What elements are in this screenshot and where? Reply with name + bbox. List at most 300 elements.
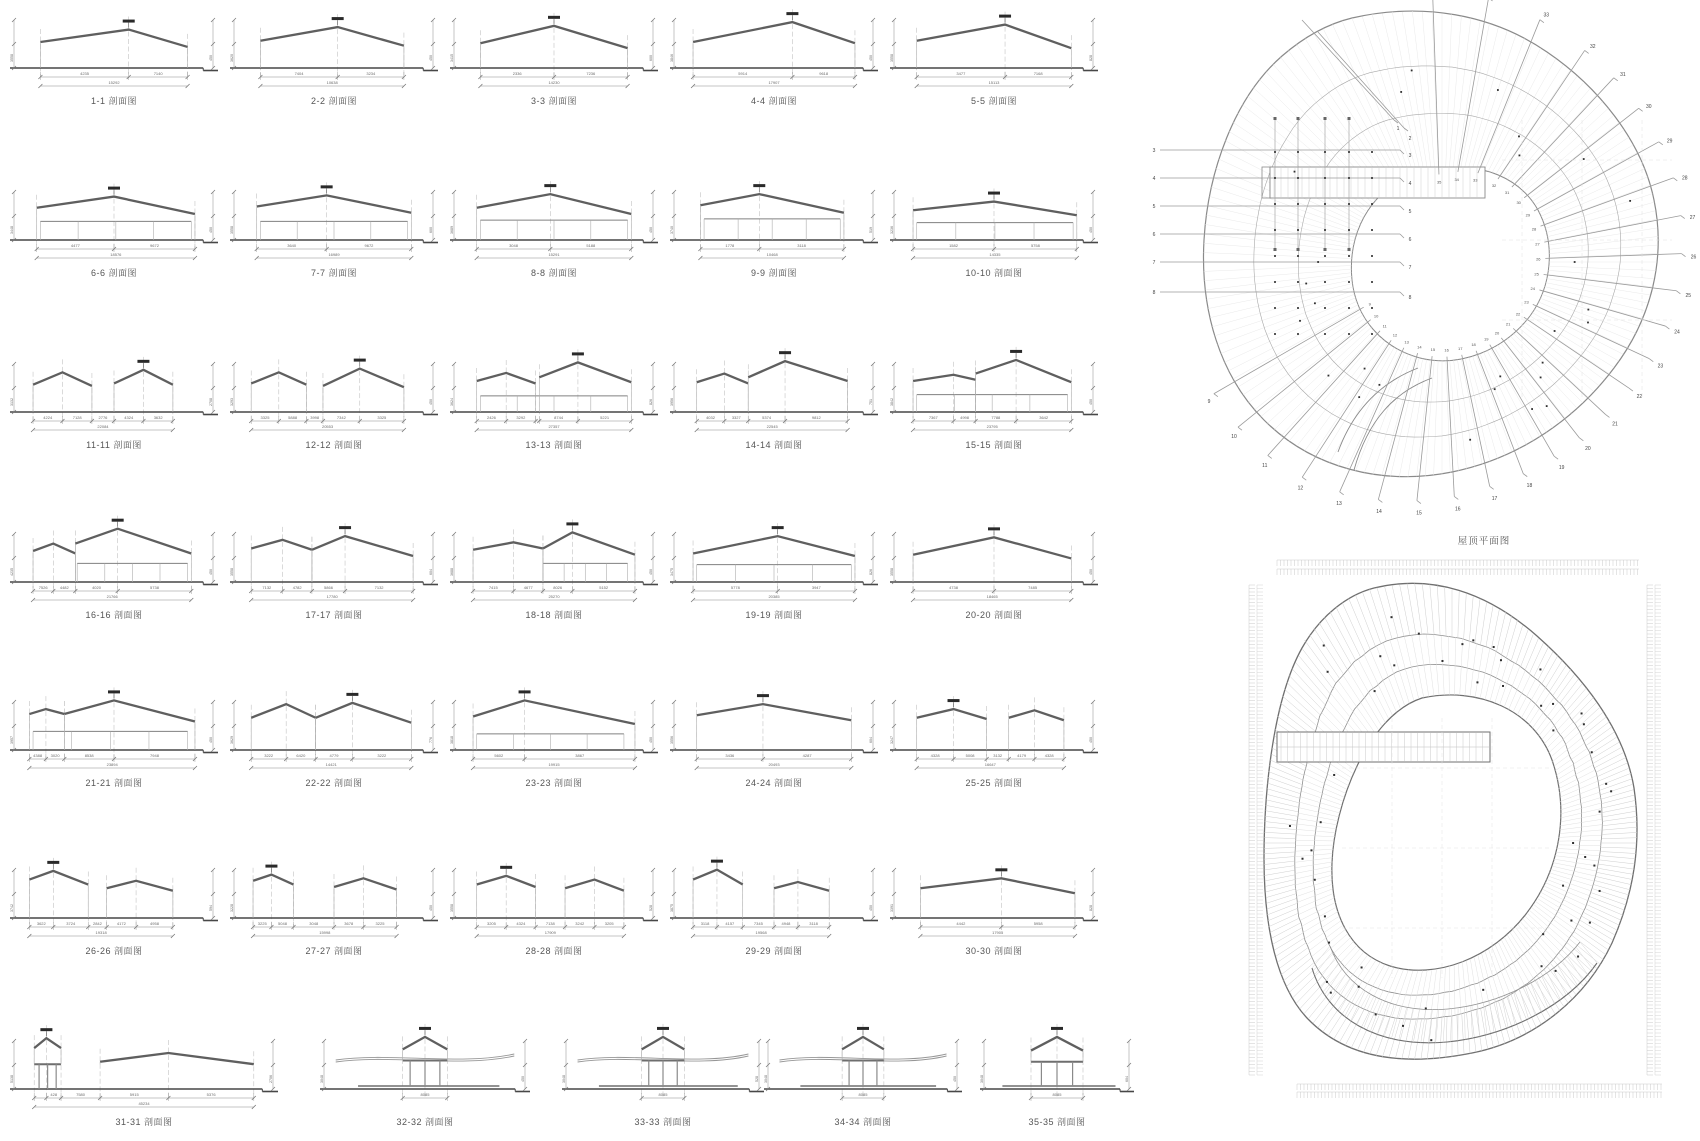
svg-text:7132: 7132 <box>374 585 384 590</box>
svg-text:7128: 7128 <box>72 415 82 420</box>
roof-profile <box>697 361 848 412</box>
vertical-dimensions <box>890 190 1095 242</box>
roof-profile <box>473 700 635 750</box>
svg-text:3118: 3118 <box>700 921 710 926</box>
svg-text:7948: 7948 <box>150 753 159 758</box>
svg-text:5602: 5602 <box>494 753 504 758</box>
svg-text:27: 27 <box>1689 214 1696 221</box>
svg-text:9: 9 <box>1207 399 1211 406</box>
svg-text:2: 2 <box>1408 136 1412 142</box>
svg-text:5888: 5888 <box>288 415 298 420</box>
svg-text:14230: 14230 <box>548 80 560 85</box>
svg-text:1778: 1778 <box>725 243 735 248</box>
vertical-dimensions <box>980 1039 1131 1091</box>
svg-text:3632: 3632 <box>153 415 163 420</box>
svg-text:3558: 3558 <box>230 568 234 576</box>
grid-lines <box>29 858 173 927</box>
svg-text:3998: 3998 <box>310 415 320 420</box>
svg-text:3622: 3622 <box>36 921 46 926</box>
dimension-lines <box>911 585 1073 602</box>
posts <box>410 1060 440 1086</box>
svg-text:528: 528 <box>755 1076 759 1082</box>
dimension-lines <box>471 585 637 602</box>
roof-profile <box>29 700 195 750</box>
ground-line <box>890 582 1098 585</box>
ridge-tag <box>566 522 578 530</box>
ridge-tag <box>857 1027 869 1035</box>
svg-text:3742: 3742 <box>10 904 14 912</box>
vertical-dimensions <box>670 362 875 414</box>
section-drawing-32 <box>318 979 532 1139</box>
vertical-dimensions <box>890 700 1095 752</box>
svg-text:3132: 3132 <box>10 398 14 406</box>
svg-text:12: 12 <box>1392 332 1398 338</box>
section-drawing-31 <box>8 979 280 1139</box>
svg-text:15: 15 <box>1430 347 1436 353</box>
svg-text:3724: 3724 <box>66 921 76 926</box>
roof-profile <box>33 529 191 582</box>
roof-profile <box>697 704 852 750</box>
ridge-tag <box>332 17 344 25</box>
svg-text:4287: 4287 <box>802 753 812 758</box>
svg-text:3477: 3477 <box>956 71 966 76</box>
svg-text:16989: 16989 <box>328 252 340 257</box>
svg-text:15292: 15292 <box>108 80 120 85</box>
svg-text:1582: 1582 <box>949 243 958 248</box>
svg-text:22545: 22545 <box>766 424 778 429</box>
svg-text:4677: 4677 <box>523 585 533 590</box>
svg-text:23: 23 <box>1524 299 1529 305</box>
svg-text:4324: 4324 <box>124 415 134 420</box>
svg-text:7168: 7168 <box>1033 71 1043 76</box>
svg-text:604: 604 <box>429 569 433 575</box>
vertical-dimensions <box>450 532 655 584</box>
ridge-tag <box>786 12 798 20</box>
dimension-lines <box>475 921 626 938</box>
dimension-lines <box>475 415 634 432</box>
section-label: 16-16 剖面图 <box>85 610 143 620</box>
ground-line <box>230 68 438 71</box>
svg-text:828: 828 <box>1089 55 1093 61</box>
ridge-tag <box>354 359 366 367</box>
svg-text:3642: 3642 <box>1039 415 1049 420</box>
roof-profile <box>260 27 404 68</box>
svg-text:450: 450 <box>429 55 433 61</box>
ridge-tag <box>548 16 560 24</box>
svg-text:32: 32 <box>1589 43 1596 50</box>
svg-text:8085: 8085 <box>858 1092 868 1097</box>
section-label: 25-25 剖面图 <box>965 778 1023 788</box>
svg-text:5: 5 <box>1152 204 1156 210</box>
dimension-lines <box>258 71 406 88</box>
ridge-tag <box>988 192 1000 200</box>
svg-text:10638: 10638 <box>326 80 338 85</box>
section-label: 21-21 剖面图 <box>85 778 143 788</box>
svg-text:751: 751 <box>869 399 873 405</box>
svg-text:3947: 3947 <box>811 585 821 590</box>
svg-text:20553: 20553 <box>321 424 334 429</box>
vertical-dimensions <box>230 700 435 752</box>
svg-text:6420: 6420 <box>296 753 306 758</box>
section-label: 29-29 剖面图 <box>745 946 803 956</box>
svg-text:9672: 9672 <box>150 243 159 248</box>
section-label: 5-5 剖面图 <box>970 96 1018 106</box>
svg-text:3228: 3228 <box>230 904 234 912</box>
svg-text:17780: 17780 <box>326 594 338 599</box>
svg-text:19915: 19915 <box>548 762 560 767</box>
svg-text:5914: 5914 <box>738 71 748 76</box>
grid-lines <box>253 862 397 927</box>
dimension-lines <box>471 753 637 770</box>
svg-text:20: 20 <box>1494 330 1500 336</box>
svg-text:29: 29 <box>1666 138 1673 145</box>
framing-plan <box>1142 548 1700 1141</box>
ridge-tag <box>753 184 765 192</box>
ground-line <box>450 750 658 753</box>
svg-text:3415: 3415 <box>450 54 454 62</box>
dimension-lines <box>915 71 1074 88</box>
ridge-tag <box>544 184 556 192</box>
svg-text:4948: 4948 <box>781 921 791 926</box>
svg-text:13: 13 <box>1404 339 1409 345</box>
ground-line <box>670 750 878 753</box>
hatch-strip <box>1249 585 1255 1075</box>
grid-lines <box>251 356 404 421</box>
svg-text:3118: 3118 <box>809 921 818 926</box>
ground-line <box>670 240 878 243</box>
svg-text:4958: 4958 <box>150 921 159 926</box>
svg-text:8085: 8085 <box>1052 1092 1062 1097</box>
section-label: 8-8 剖面图 <box>530 268 578 278</box>
dimension-lines <box>911 243 1079 260</box>
svg-text:15291: 15291 <box>548 252 560 257</box>
svg-text:3020: 3020 <box>50 753 60 758</box>
svg-text:3048: 3048 <box>309 921 319 926</box>
svg-text:4032: 4032 <box>706 415 715 420</box>
svg-text:3556: 3556 <box>670 736 674 744</box>
section-label: 15-15 剖面图 <box>965 440 1023 450</box>
svg-text:4738: 4738 <box>949 585 958 590</box>
dimension-lines <box>915 753 1066 770</box>
svg-text:17: 17 <box>1458 345 1463 351</box>
section-drawing-15 <box>888 302 1100 462</box>
ridge-tag <box>419 1027 431 1035</box>
roof-profile <box>251 536 413 582</box>
svg-text:19318: 19318 <box>95 930 107 935</box>
svg-text:5138: 5138 <box>10 1075 14 1083</box>
svg-text:3640: 3640 <box>287 243 297 248</box>
svg-text:3678: 3678 <box>344 921 354 926</box>
svg-text:10468: 10468 <box>766 252 778 257</box>
section-drawing-3 <box>448 0 660 118</box>
svg-text:604: 604 <box>1125 1076 1129 1082</box>
svg-text:15: 15 <box>1416 510 1422 517</box>
svg-text:450: 450 <box>209 55 213 61</box>
grid-lines <box>693 9 855 77</box>
vertical-dimensions <box>450 362 655 414</box>
section-drawing-21 <box>8 640 220 800</box>
ground-line <box>670 68 878 71</box>
svg-text:7140: 7140 <box>153 71 163 76</box>
svg-text:19: 19 <box>1484 336 1489 342</box>
section-label: 4-4 剖面图 <box>750 96 798 106</box>
svg-text:30: 30 <box>1516 200 1521 206</box>
svg-text:3048: 3048 <box>562 1075 566 1083</box>
section-label: 26-26 剖面图 <box>85 946 143 956</box>
svg-text:16647: 16647 <box>984 762 996 767</box>
svg-text:4: 4 <box>1152 176 1156 182</box>
svg-text:8: 8 <box>1152 290 1156 296</box>
vertical-dimensions <box>10 700 215 752</box>
svg-text:450: 450 <box>1089 737 1093 743</box>
svg-text:5915: 5915 <box>129 1092 139 1097</box>
ridge-tag <box>346 693 358 701</box>
dimension-lines <box>251 921 399 938</box>
svg-text:14421: 14421 <box>325 762 337 767</box>
vertical-dimensions <box>670 532 875 584</box>
dimension-lines <box>475 243 634 260</box>
vertical-dimensions <box>764 1039 959 1091</box>
svg-text:5376: 5376 <box>206 1092 216 1097</box>
svg-text:4235: 4235 <box>10 568 14 576</box>
svg-text:450: 450 <box>869 55 873 61</box>
svg-text:5221: 5221 <box>600 415 610 420</box>
grid-lines <box>29 687 195 759</box>
svg-text:24: 24 <box>1530 286 1535 292</box>
svg-text:3327: 3327 <box>731 415 741 420</box>
section-label: 13-13 剖面图 <box>525 440 583 450</box>
svg-text:28: 28 <box>1681 175 1688 182</box>
grid-lines <box>697 691 852 759</box>
dimension-lines <box>31 415 175 432</box>
section-drawing-20 <box>888 472 1100 632</box>
section-drawing-30 <box>888 808 1100 968</box>
svg-text:11: 11 <box>1262 463 1268 470</box>
section-label: 24-24 剖面图 <box>745 778 803 788</box>
vertical-dimensions <box>670 700 875 752</box>
svg-text:30: 30 <box>1645 103 1652 110</box>
ridge-tag <box>988 527 1000 535</box>
floor-line <box>33 731 188 750</box>
svg-text:17905: 17905 <box>992 930 1004 935</box>
svg-text:23: 23 <box>1657 363 1664 370</box>
svg-text:27: 27 <box>1535 241 1540 247</box>
svg-text:7342: 7342 <box>336 415 346 420</box>
svg-text:9812: 9812 <box>811 415 821 420</box>
roof-profile <box>917 25 1072 68</box>
svg-text:5152: 5152 <box>599 585 609 590</box>
svg-text:3688: 3688 <box>450 568 454 576</box>
vertical-dimensions <box>10 18 215 70</box>
svg-text:450: 450 <box>953 1076 957 1082</box>
section-drawing-27 <box>228 808 440 968</box>
roof-profile <box>920 878 1075 918</box>
svg-text:24: 24 <box>1674 329 1680 336</box>
svg-text:450: 450 <box>869 905 873 911</box>
section-drawing-4 <box>668 0 880 118</box>
svg-text:27357: 27357 <box>548 424 560 429</box>
svg-text:450: 450 <box>649 569 653 575</box>
grid-lines <box>473 519 635 591</box>
svg-text:450: 450 <box>1089 227 1093 233</box>
vertical-dimensions <box>450 700 655 752</box>
roof-profile <box>33 370 173 412</box>
svg-text:8085: 8085 <box>420 1092 430 1097</box>
svg-text:7138: 7138 <box>545 921 555 926</box>
svg-text:5188: 5188 <box>586 243 596 248</box>
section-label: 28-28 剖面图 <box>525 946 583 956</box>
svg-text:23795: 23795 <box>986 424 998 429</box>
svg-text:15998: 15998 <box>319 930 331 935</box>
ridge-tag <box>112 519 124 527</box>
svg-text:16: 16 <box>1444 347 1449 353</box>
svg-text:29: 29 <box>1525 212 1531 218</box>
svg-text:6: 6 <box>1152 232 1156 238</box>
floor-line <box>917 395 1068 412</box>
svg-text:26: 26 <box>1536 256 1541 262</box>
posts <box>849 1060 877 1086</box>
svg-text:450: 450 <box>649 227 653 233</box>
vertical-dimensions <box>450 868 655 920</box>
section-drawing-22 <box>228 640 440 800</box>
svg-text:3: 3 <box>1408 153 1412 159</box>
floor-line <box>77 563 187 582</box>
dimension-lines <box>249 585 415 602</box>
svg-text:7: 7 <box>1152 260 1156 266</box>
svg-text:19: 19 <box>1558 464 1565 471</box>
svg-text:3620: 3620 <box>230 54 234 62</box>
svg-text:26: 26 <box>1690 254 1697 261</box>
svg-text:4235: 4235 <box>80 71 90 76</box>
posts <box>39 1064 56 1089</box>
section-label: 10-10 剖面图 <box>965 268 1023 278</box>
grid-lines <box>251 523 413 591</box>
section-label: 35-35 剖面图 <box>1028 1117 1086 1127</box>
svg-text:3048: 3048 <box>764 1075 768 1083</box>
roof-profile <box>693 870 829 918</box>
svg-text:9: 9 <box>1368 301 1371 307</box>
section-drawing-8 <box>448 130 660 290</box>
section-label: 34-34 剖面图 <box>834 1117 892 1127</box>
svg-text:450: 450 <box>209 737 213 743</box>
ridge-tag <box>1010 350 1022 358</box>
svg-text:33: 33 <box>1473 177 1478 183</box>
svg-text:7132: 7132 <box>262 585 272 590</box>
floor-line <box>480 220 627 240</box>
dimension-lines <box>695 753 854 770</box>
svg-text:17909: 17909 <box>544 930 556 935</box>
svg-text:35: 35 <box>1436 179 1442 185</box>
svg-text:8538: 8538 <box>84 753 94 758</box>
grid-lines <box>473 687 635 759</box>
section-drawing-9 <box>668 130 880 290</box>
svg-text:4482: 4482 <box>59 585 69 590</box>
svg-text:4442: 4442 <box>956 921 966 926</box>
svg-text:18: 18 <box>1471 342 1476 348</box>
svg-text:4388: 4388 <box>33 753 43 758</box>
ridge-tag <box>123 20 135 28</box>
section-drawing-14 <box>668 302 880 462</box>
svg-text:10: 10 <box>1231 433 1237 440</box>
section-label: 1-1 剖面图 <box>90 96 138 106</box>
svg-text:776: 776 <box>429 737 433 743</box>
section-drawing-1 <box>8 0 220 118</box>
svg-text:4328: 4328 <box>930 753 940 758</box>
hatch-strip <box>1297 1092 1662 1098</box>
svg-text:450: 450 <box>209 227 213 233</box>
section-label: 31-31 剖面图 <box>115 1117 173 1127</box>
svg-text:7580: 7580 <box>76 1092 86 1097</box>
grid-lines <box>917 12 1072 77</box>
section-drawing-10 <box>888 130 1100 290</box>
svg-text:604: 604 <box>869 737 873 743</box>
dimension-lines <box>32 1092 256 1109</box>
svg-text:3448: 3448 <box>10 226 14 234</box>
floor-line <box>480 396 627 412</box>
svg-text:3048: 3048 <box>509 243 518 248</box>
section-drawing-33 <box>560 979 766 1139</box>
ground-line <box>10 240 218 243</box>
ridge-tag <box>757 694 769 702</box>
dimension-lines <box>695 415 850 432</box>
svg-text:826: 826 <box>869 569 873 575</box>
svg-text:3629: 3629 <box>230 736 234 744</box>
vertical-dimensions <box>890 868 1095 920</box>
svg-text:2708: 2708 <box>209 398 213 406</box>
section-label: 23-23 剖面图 <box>525 778 583 788</box>
svg-text:4998: 4998 <box>960 415 970 420</box>
section-label: 14-14 剖面图 <box>745 440 803 450</box>
section-label: 30-30 剖面图 <box>965 946 1023 956</box>
svg-text:4779: 4779 <box>329 753 339 758</box>
svg-text:8744: 8744 <box>554 415 564 420</box>
svg-text:600: 600 <box>649 55 653 61</box>
roof-profile <box>29 871 173 918</box>
svg-text:3558: 3558 <box>230 226 234 234</box>
dimension-lines <box>911 415 1073 432</box>
svg-text:5866: 5866 <box>324 585 333 590</box>
svg-text:5738: 5738 <box>150 585 159 590</box>
vertical-dimensions <box>450 190 655 242</box>
ridge-tag <box>772 526 784 534</box>
roof-plan-title: 屋顶平面图 <box>1457 536 1511 547</box>
roof-plan-section-lines <box>1153 0 1697 516</box>
roof-profile <box>251 369 404 412</box>
roof-profile <box>693 22 855 68</box>
ridge-tag <box>108 187 120 195</box>
hatch-strip <box>1257 585 1263 1075</box>
roof-plan <box>1142 0 1700 545</box>
section-label: 3-3 剖面图 <box>530 96 578 106</box>
svg-text:4328: 4328 <box>1044 753 1054 758</box>
svg-text:3689: 3689 <box>450 226 454 234</box>
svg-text:4224: 4224 <box>43 415 53 420</box>
roof-hatch <box>1203 11 1658 477</box>
svg-text:5008: 5008 <box>965 753 975 758</box>
roof-plan-outer-edge <box>1204 11 1659 477</box>
svg-text:450: 450 <box>209 569 213 575</box>
section-drawing-5 <box>888 0 1100 118</box>
svg-text:3225: 3225 <box>257 921 267 926</box>
dimension-lines <box>249 415 406 432</box>
svg-text:33: 33 <box>1543 12 1550 19</box>
section-label: 12-12 剖面图 <box>305 440 363 450</box>
svg-text:594: 594 <box>209 905 213 911</box>
svg-text:5758: 5758 <box>1030 243 1040 248</box>
svg-text:3205: 3205 <box>486 921 496 926</box>
ridge-tag <box>1051 1027 1063 1035</box>
svg-text:20493: 20493 <box>768 762 780 767</box>
